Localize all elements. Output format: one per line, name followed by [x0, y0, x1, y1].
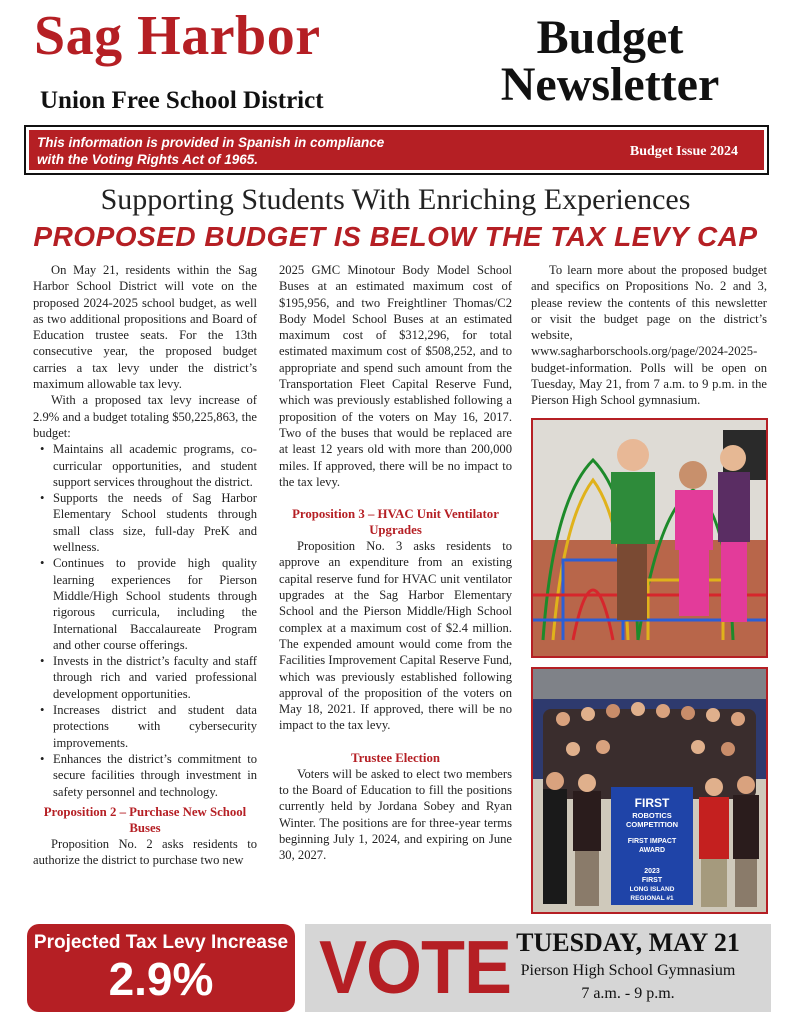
- newsletter-title-line2: Newsletter: [500, 58, 720, 112]
- issue-label: Budget Issue 2024: [629, 144, 738, 159]
- proposition-3-heading: Proposition 3 – HVAC Unit Ventilator Upgrades: [292, 507, 499, 538]
- proposition-2-heading: Proposition 2 – Purchase New School Buses: [43, 804, 247, 835]
- award-banner-line1: FIRST: [634, 796, 670, 810]
- trustee-election-heading: Trustee Election: [351, 750, 440, 765]
- vote-date: TUESDAY, MAY 21: [516, 928, 740, 957]
- budget-bullet: • Invests in the district’s faculty and staff through rich and varied professional development opportunities.: [53, 653, 257, 702]
- spanish-notice-line1: This information is provided in Spanish in compliance: [37, 135, 385, 150]
- award-banner-line5: AWARD: [638, 847, 666, 854]
- newsletter-title: [470, 11, 750, 112]
- award-banner-line2: ROBOTICS: [632, 811, 672, 820]
- tax-levy-value: 2.9%: [108, 953, 214, 1005]
- award-banner-line6: 2023: [644, 868, 660, 875]
- spanish-notice-line2: with the Voting Rights Act of 1965.: [37, 151, 259, 167]
- district-full-name: Union Free School District: [40, 87, 324, 114]
- robotics-team-photo: [531, 667, 768, 914]
- tax-levy-box: [27, 924, 295, 1012]
- robotics-team-illustration: [533, 669, 766, 912]
- students-building-illustration: [533, 420, 766, 656]
- proposition-2-text-start: Proposition No. 2 asks residents to authorize the district to purchase two new: [33, 836, 257, 868]
- proposition-3-text: Proposition No. 3 asks residents to approve an expenditure from an existing capital reserve fund for HVAC unit ventilator upgrades at the Sag Harbor Elementary School and the Pierson Middle/High School complex at a maximum cost of $2.4 million. The expended amount would come from the Facilities Improvement Capital Reserve Fund, which was previously established following approval of the proposition of the voters on May 18, 2021. If approved, there will be no impact to the tax levy.: [279, 539, 512, 733]
- spanish-notice: [37, 135, 417, 169]
- info-banner: [24, 125, 769, 175]
- budget-bullet: • Supports the needs of Sag Harbor Elementary School students through small class size, full-day PreK and wellness.: [53, 490, 257, 555]
- vote-hours: 7 a.m. - 9 p.m.: [581, 985, 675, 1002]
- budget-bullet: • Increases district and student data protections with cybersecurity improvements.: [53, 702, 257, 751]
- article-column-3: [531, 262, 767, 409]
- budget-bullet: • Continues to provide high quality learning experiences for Pierson Middle/High School students through rigorous curricula, including the International Baccalaureate Program and other course offerings.: [53, 555, 257, 653]
- tax-levy-label: Projected Tax Levy Increase: [33, 932, 289, 953]
- budget-bullet: • Enhances the district’s commitment to secure facilities through investment in safety personnel and technology.: [53, 751, 257, 800]
- main-headline: Supporting Students With Enriching Experiences: [100, 183, 691, 216]
- intro-paragraph: On May 21, residents within the Sag Harbor School District will vote on the proposed 2024-2025 school budget, as well as two additional propositions and Board of Education trustee seats. For the 13th consecutive year, the proposed budget carries a tax levy under the district’s maximum allowable tax levy.: [33, 263, 257, 392]
- info-banner-fill: [29, 130, 764, 170]
- award-banner-line4: FIRST IMPACT: [627, 838, 677, 845]
- district-brand-name: Sag Harbor: [34, 5, 321, 67]
- newsletter-title-line1: Budget: [536, 11, 684, 64]
- vote-location: Pierson High School Gymnasium: [520, 962, 736, 979]
- vote-word: VOTE: [319, 926, 512, 1010]
- students-building-photo: [531, 418, 768, 658]
- budget-bullet: • Maintains all academic programs, co-curricular opportunities, and student support services throughout the district.: [53, 441, 257, 490]
- article-column-1: [33, 262, 257, 868]
- award-banner-line3: COMPETITION: [625, 820, 679, 829]
- budget-intro-paragraph: With a proposed tax levy increase of 2.9% and a budget totaling $50,225,863, the budget:: [33, 393, 257, 440]
- award-banner-line8: LONG ISLAND: [629, 886, 675, 893]
- article-column-2: [279, 262, 512, 864]
- award-banner-line9: REGIONAL #1: [630, 895, 674, 902]
- vote-info-bar: [305, 924, 771, 1012]
- award-banner-line7: FIRST: [641, 877, 663, 884]
- sub-headline: PROPOSED BUDGET IS BELOW THE TAX LEVY CAP: [33, 221, 758, 252]
- trustee-election-text: Voters will be asked to elect two members to the Board of Education to fill the positions currently held by Jordana Sobey and Ryan Winter. The positions are for three-year terms beginning July 1, 2024, and expiring on June 30, 2027.: [279, 766, 512, 863]
- learn-more-paragraph: To learn more about the proposed budget and specifics on Propositions No. 2 and 3, please review the contents of this newsletter or visit the budget page on the district’s website, www.sagharborschools.org/page/2024-2025-budget-information. Polls will be open on Tuesday, May 21, from 7 a.m. to 9 p.m. in the Pierson High School gymnasium.: [531, 263, 767, 408]
- budget-bullet-list: [33, 441, 257, 800]
- proposition-2-text-continued: 2025 GMC Minotour Body Model School Buses at an estimated maximum cost of $195,956, and two Freightliner Thomas/C2 Body Model School Buses at an estimated maximum cost of $312,296, for total estimated maximum cost of $508,252, and to appropriate and spend such amount from the Transportation Fleet Capital Reserve Fund, which was previously established following a proposition of the voters on May 16, 2017. Two of the buses that would be replaced are at least 12 years old with more than 200,000 miles. If approved, there will be no impact to the tax levy.: [279, 263, 512, 489]
